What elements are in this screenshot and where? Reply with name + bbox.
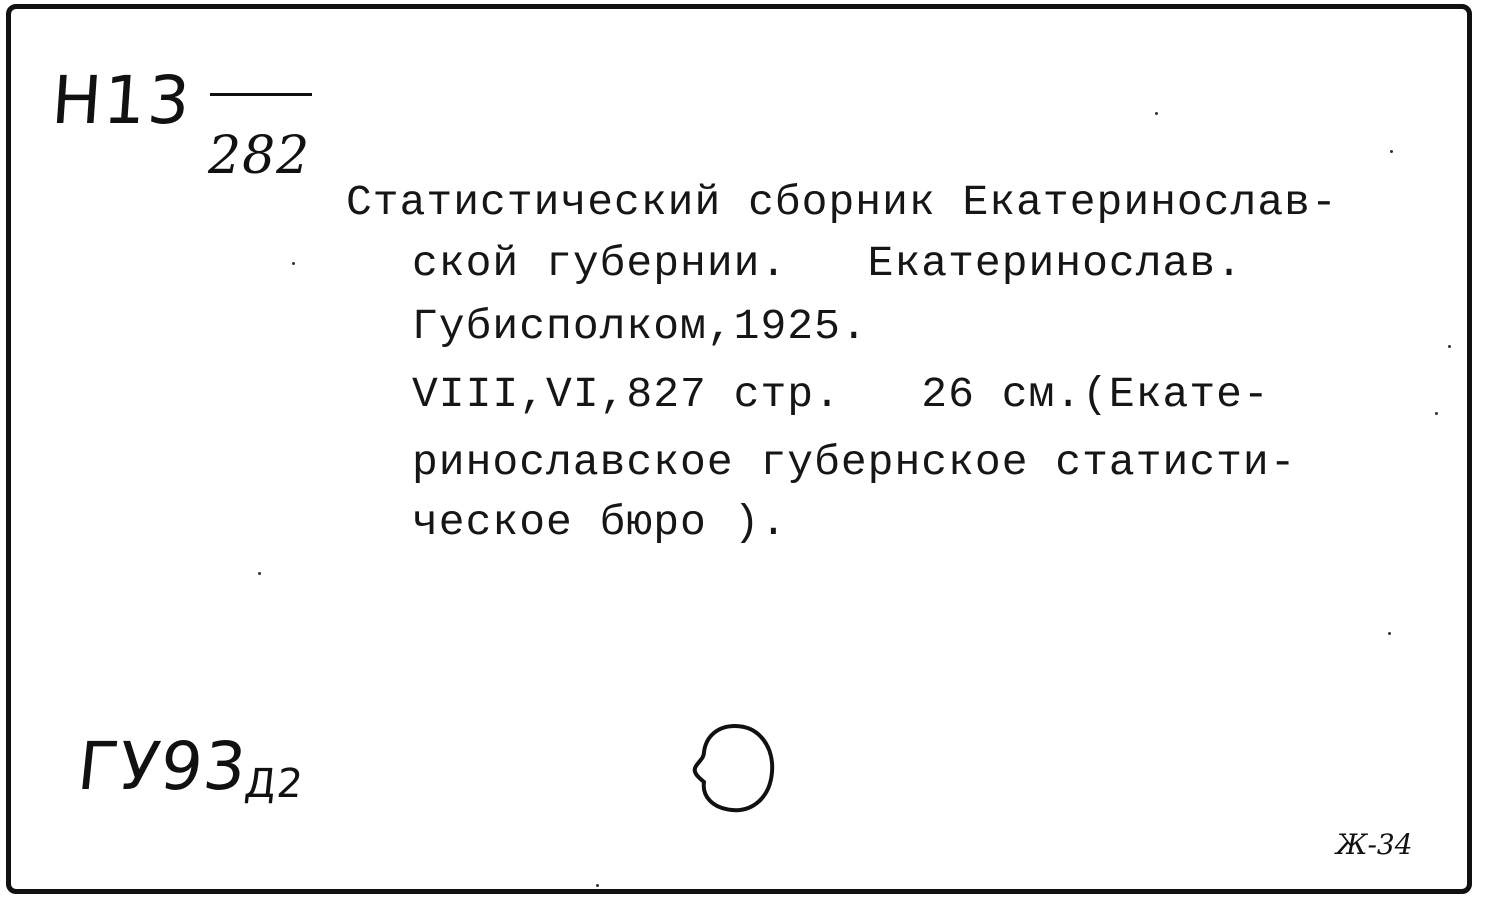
speck <box>1155 112 1158 115</box>
speck <box>596 884 599 887</box>
card-text-line-3: Губисполком,1925. <box>412 302 868 351</box>
speck <box>1390 150 1393 153</box>
card-text-line-1: Статистический сборник Екатеринослав- <box>346 178 1338 227</box>
card-text-line-6: ческое бюро ). <box>412 498 788 547</box>
speck <box>292 262 295 265</box>
speck <box>1448 345 1451 348</box>
fraction-line <box>210 93 312 96</box>
speck <box>1435 412 1438 415</box>
card-text-line-5: ринославское губернское статисти- <box>412 438 1297 487</box>
inventory-number: Ж-34 <box>1336 828 1413 861</box>
punch-hole-icon <box>690 722 780 818</box>
card-text-line-2: ской губернии. Екатеринослав. <box>412 239 1243 288</box>
location-code <box>74 728 309 807</box>
location-code-main: ГУ93 <box>74 728 251 805</box>
speck <box>258 572 261 575</box>
speck <box>1388 632 1391 635</box>
location-code-sub: Д2 <box>242 761 306 807</box>
card-text-line-4: VIII,VI,827 стр. 26 см.(Екате- <box>412 370 1270 419</box>
shelfmark-top: Н13 <box>49 62 195 139</box>
shelfmark-bottom: 282 <box>208 126 311 186</box>
